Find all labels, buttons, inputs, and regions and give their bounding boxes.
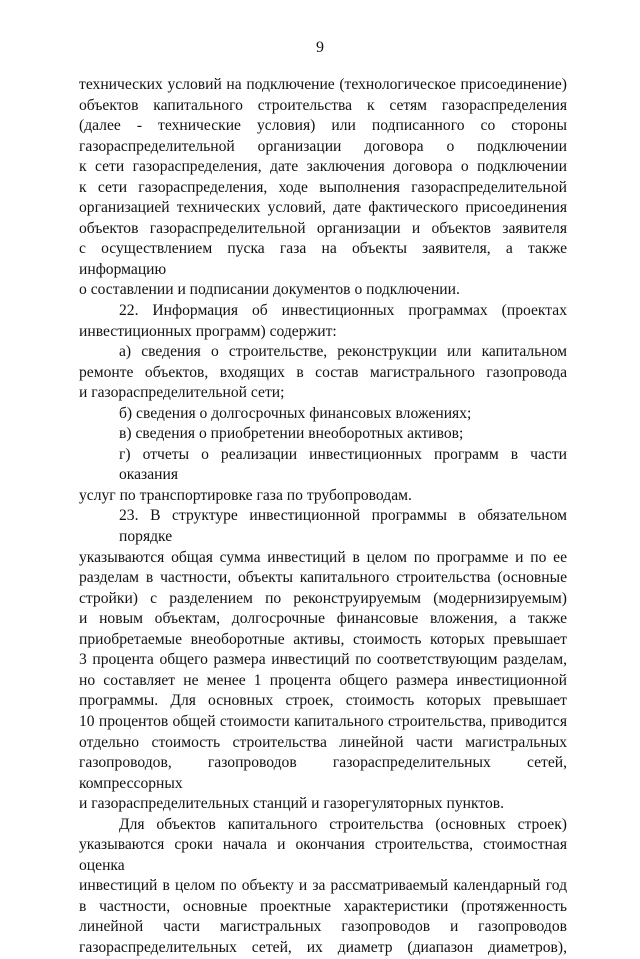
text-line: о составлении и подписании документов о подключении. <box>79 281 460 299</box>
text-line: объектов газораспределительной организации и объектов заявителя <box>79 219 567 237</box>
text-line: 3 процента общего размера инвестиций по соответствующим разделам, <box>79 651 567 669</box>
paragraph <box>79 404 567 425</box>
text-line: организацией технических условий, дате фактического присоединения <box>79 199 567 217</box>
paragraph <box>79 301 567 342</box>
text-line: с осуществлением пуска газа на объекты заявителя, а также информацию <box>79 240 567 278</box>
text-line: газопроводов, газопроводов газораспределительных сетей, компрессорных <box>79 754 567 792</box>
text-line: и газораспределительных станций и газорегуляторных пунктов. <box>79 795 505 813</box>
text-line: 23. В структуре инвестиционной программы в обязательном порядке <box>119 507 567 546</box>
page-number: 9 <box>316 39 324 56</box>
text-line: приобретаемые внеоборотные активы, стоимость которых превышает <box>79 630 567 648</box>
text-line: и новым объектам, долгосрочные финансовые вложения, а также <box>79 610 567 628</box>
text-line: услуг по транспортировке газа по трубопроводам. <box>79 486 412 504</box>
text-line: инвестиций в целом по объекту и за рассматриваемый календарный год <box>79 877 567 895</box>
text-line: 10 процентов общей стоимости капитального строительства, приводится <box>79 712 567 730</box>
text-line: б) сведения о долгосрочных финансовых вложениях; <box>119 404 472 422</box>
text-line: в частности, основные проектные характеристики (протяженность <box>79 897 567 915</box>
text-line: линейной части магистральных газопроводов и газопроводов <box>79 918 567 936</box>
text-line: объектов капитального строительства к сетям газораспределения <box>79 96 567 114</box>
paragraph <box>79 424 567 445</box>
text-line: инвестиционных программ) содержит: <box>79 322 337 340</box>
text-line: 22. Информация об инвестиционных программах (проектах <box>119 302 567 320</box>
text-line: ремонте объектов, входящих в состав магистрального газопровода <box>79 363 567 381</box>
paragraph <box>79 75 567 301</box>
text-line: но составляет не менее 1 процента общего размера инвестиционной <box>79 671 567 689</box>
text-line: отдельно стоимость строительства линейной части магистральных <box>79 733 567 751</box>
text-line: указываются сроки начала и окончания строительства, стоимостная оценка <box>79 836 567 874</box>
text-line: Для объектов капитального строительства (основных строек) <box>119 815 567 833</box>
text-line: (далее - технические условия) или подписанного со стороны <box>79 117 567 135</box>
text-line: г) отчеты о реализации инвестиционных программ в части оказания <box>119 445 567 484</box>
document-body <box>79 75 567 959</box>
text-line: а) сведения о строительстве, реконструкции или капитальном <box>119 343 567 361</box>
text-line: в) сведения о приобретении внеоборотных активов; <box>119 425 464 443</box>
text-line: газораспределительной организации договора о подключении <box>79 137 567 155</box>
text-line: указываются общая сумма инвестиций в целом по программе и по ее <box>79 548 567 566</box>
text-line: и газораспределительной сети; <box>79 384 285 402</box>
paragraph <box>79 445 567 507</box>
text-line: разделам в частности, объекты капитального строительства (основные <box>79 569 567 587</box>
paragraph <box>79 506 567 814</box>
text-line: стройки) с разделением по реконструируемым (модернизируемым) <box>79 589 567 607</box>
paragraph <box>79 342 567 404</box>
text-line: газораспределительных сетей, их диаметр (диапазон диаметров), <box>79 938 567 956</box>
text-line: программы. Для основных строек, стоимость которых превышает <box>79 692 567 710</box>
text-line: к сети газораспределения, дате заключения договора о подключении <box>79 158 567 176</box>
text-line: технических условий на подключение (технологическое присоединение) <box>79 76 567 93</box>
text-line: к сети газораспределения, ходе выполнения газораспределительной <box>79 178 567 196</box>
paragraph <box>79 815 567 959</box>
